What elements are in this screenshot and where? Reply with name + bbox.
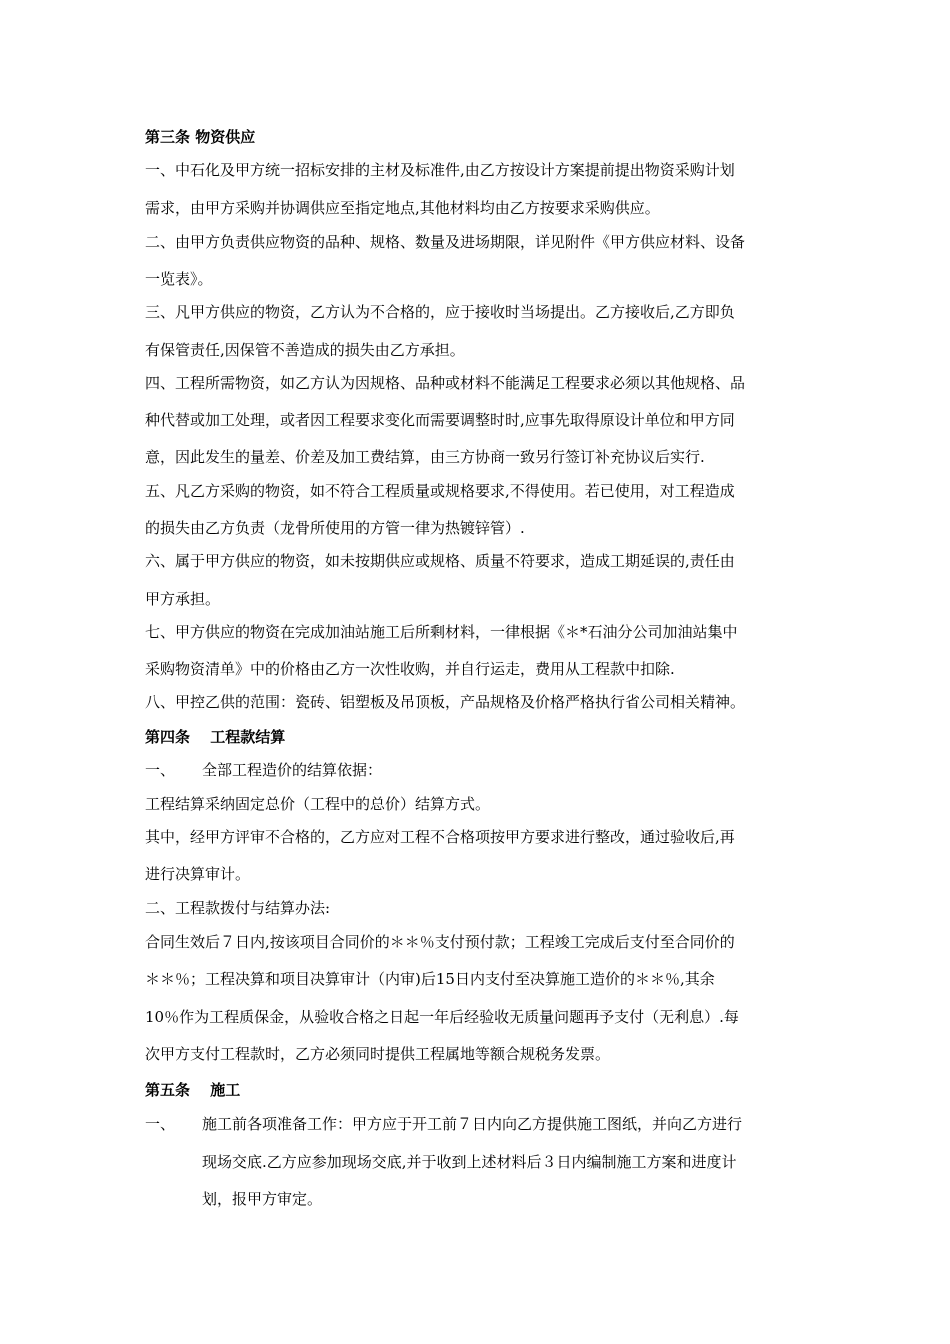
article-5-item-number: 一、: [145, 1115, 176, 1133]
article-5-item-line: 现场交底.乙方应参加现场交底,并于收到上述材料后３日内编制施工方案和进度计: [202, 1153, 737, 1171]
article-4-line: 工程结算采纳固定总价（工程中的总价）结算方式。: [145, 795, 491, 813]
article-4-line: 进行决算审计。: [145, 865, 251, 883]
article-4-heading: 第四条 工程款结算: [145, 728, 286, 746]
article-3-line: 八、甲控乙供的范围：瓷砖、铝塑板及吊顶板，产品规格及价格严格执行省公司相关精神。: [145, 693, 746, 711]
article-3-line: 四、工程所需物资，如乙方认为因规格、品种或材料不能满足工程要求必须以其他规格、品: [145, 374, 746, 392]
article-4-item-number: 一、: [145, 761, 176, 779]
article-4-line: 其中，经甲方评审不合格的，乙方应对工程不合格项按甲方要求进行整改，通过验收后,再: [145, 828, 735, 846]
article-3-line: 五、凡乙方采购的物资，如不符合工程质量或规格要求,不得使用。若已使用，对工程造成: [145, 482, 735, 500]
article-5-heading: 第五条 施工: [145, 1081, 241, 1099]
article-3-line: 采购物资清单》中的价格由乙方一次性收购，并自行运走，费用从工程款中扣除.: [145, 660, 675, 678]
article-4-line: 合同生效后７日内,按该项目合同价的＊＊％支付预付款；工程竣工完成后支付至合同价的: [145, 933, 735, 951]
article-4-line: 10％作为工程质保金，从验收合格之日起一年后经验收无质量问题再予支付（无利息）.每: [145, 1008, 739, 1026]
article-3-line: 六、属于甲方供应的物资，如未按期供应或规格、质量不符要求，造成工期延误的,责任由: [145, 552, 735, 570]
article-4-item-text: 全部工程造价的结算依据：: [202, 761, 383, 779]
article-3-line: 甲方承担。: [145, 590, 221, 608]
article-4-line: 二、工程款拨付与结算办法:: [145, 899, 331, 917]
article-3-line: 一览表》。: [145, 270, 213, 288]
article-3-line: 种代替或加工处理，或者因工程要求变化而需要调整时时,应事先取得原设计单位和甲方同: [145, 411, 735, 429]
article-3-line: 三、凡甲方供应的物资，乙方认为不合格的，应于接收时当场提出。乙方接收后,乙方即负: [145, 303, 735, 321]
article-5-item-line: 施工前各项准备工作：甲方应于开工前７日内向乙方提供施工图纸，并向乙方进行: [202, 1115, 743, 1133]
article-3-line: 需求，由甲方采购并协调供应至指定地点,其他材料均由乙方按要求采购供应。: [145, 199, 660, 217]
article-4-line: ＊＊％；工程决算和项目决算审计（内审)后15日内支付至决算施工造价的＊＊％,其余: [145, 970, 715, 988]
article-3-line: 有保管责任,因保管不善造成的损失由乙方承担。: [145, 341, 465, 359]
article-3-line: 意，因此发生的量差、价差及加工费结算，由三方协商一致另行签订补充协议后实行.: [145, 448, 705, 466]
article-3-heading: 第三条 物资供应: [145, 128, 256, 146]
article-3-line: 的损失由乙方负责（龙骨所使用的方管一律为热镀锌管）.: [145, 519, 525, 537]
article-4-line: 次甲方支付工程款时，乙方必须同时提供工程属地等额合规税务发票。: [145, 1045, 611, 1063]
article-3-line: 一、中石化及甲方统一招标安排的主材及标准件,由乙方按设计方案提前提出物资采购计划: [145, 161, 735, 179]
article-3-line: 二、由甲方负责供应物资的品种、规格、数量及进场期限，详见附件《甲方供应材料、设备: [145, 233, 746, 251]
article-3-line: 七、甲方供应的物资在完成加油站施工后所剩材料，一律根据《＊*石油分公司加油站集中: [145, 623, 738, 641]
article-5-item-line: 划，报甲方审定。: [202, 1190, 323, 1208]
